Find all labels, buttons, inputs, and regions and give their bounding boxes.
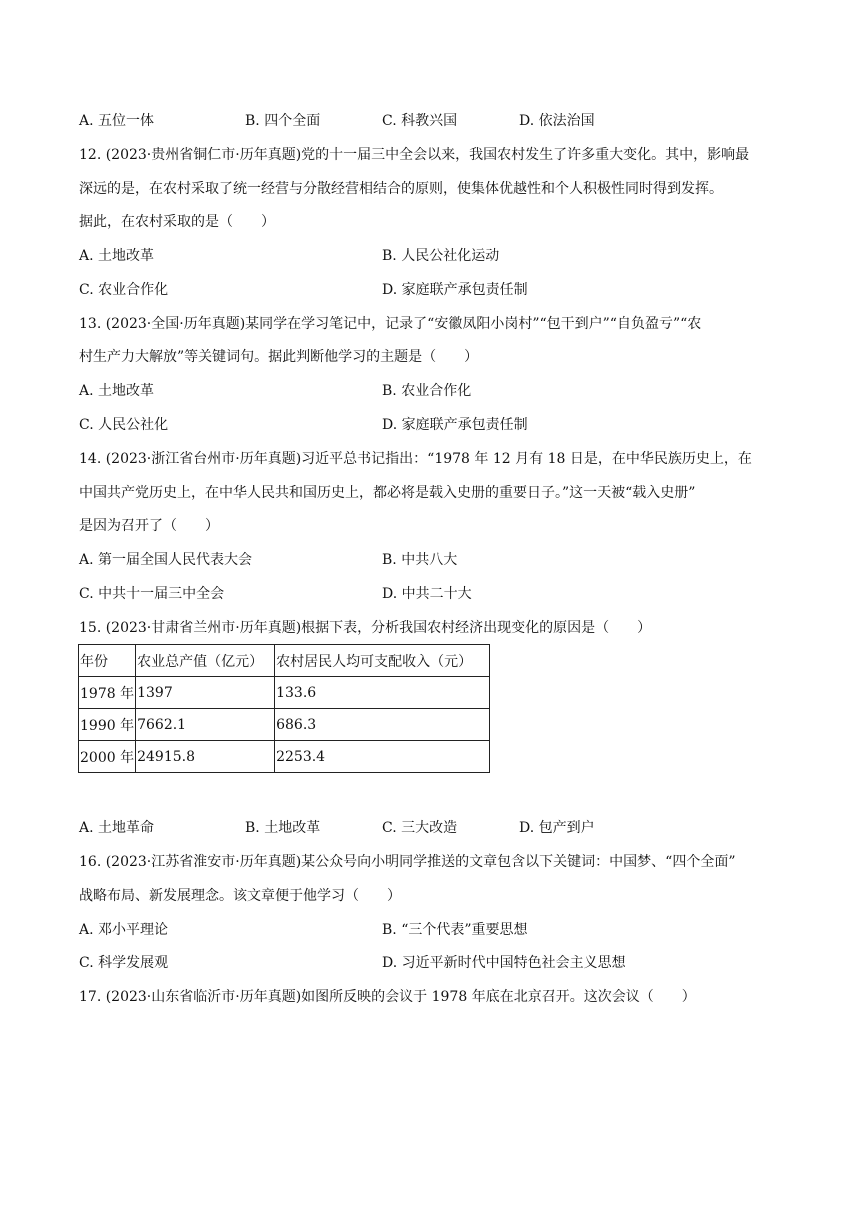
q12-stem-line-1: 12. (2023·贵州省铜仁市·历年真题)党的十一届三中全会以来，我国农村发生了许多重大变化。其中，影响最 [79, 147, 750, 163]
table-cell: 24915.8 [136, 741, 275, 773]
q14-option-c: C. 中共十一届三中全会 [79, 586, 225, 602]
q11-option-a: A. 五位一体 [79, 113, 155, 129]
q13-stem-line-1: 13. (2023·全国·历年真题)某同学在学习笔记中，记录了“安徽凤阳小岗村”“包干到户”“自负盈亏”“农 [79, 316, 702, 332]
q16-option-c: C. 科学发展观 [79, 955, 169, 971]
q15-data-table [78, 644, 490, 773]
table-header-cell: 年份 [79, 645, 136, 677]
q13-stem-line-2: 村生产力大解放”等关键词句。据此判断他学习的主题是（ ） [79, 349, 479, 365]
q11-option-b: B. 四个全面 [245, 113, 321, 129]
q15-option-a: A. 土地革命 [79, 820, 155, 836]
table-header-row [79, 645, 490, 677]
q14-stem-line-1: 14. (2023·浙江省台州市·历年真题)习近平总书记指出：“1978 年 12 月有 18 日是，在中华民族历史上，在 [79, 451, 752, 467]
q12-option-c: C. 农业合作化 [79, 282, 169, 298]
table-cell: 686.3 [275, 709, 490, 741]
q13-option-d: D. 家庭联产承包责任制 [382, 417, 528, 433]
q15-option-b: B. 土地改革 [245, 820, 321, 836]
q12-stem-line-3: 据此，在农村采取的是（ ） [79, 214, 275, 230]
q16-option-a: A. 邓小平理论 [79, 922, 169, 938]
q12-option-a: A. 土地改革 [79, 248, 155, 264]
q16-option-d: D. 习近平新时代中国特色社会主义思想 [382, 955, 626, 971]
q17-stem-line-1: 17. (2023·山东省临沂市·历年真题)如图所反映的会议于 1978 年底在北京召开。这次会议（ ） [79, 989, 696, 1005]
q15-option-c: C. 三大改造 [382, 820, 458, 836]
q13-option-a: A. 土地改革 [79, 383, 155, 399]
q11-option-d: D. 依法治国 [519, 113, 595, 129]
q14-option-a: A. 第一届全国人民代表大会 [79, 552, 253, 568]
q14-option-d: D. 中共二十大 [382, 586, 472, 602]
table-header-cell: 农村居民人均可支配收入（元） [275, 645, 490, 677]
q14-stem-line-2: 中国共产党历史上，在中华人民共和国历史上，都必将是载入史册的重要日子。”这一天被“载入史册” [79, 485, 696, 501]
q15-option-d: D. 包产到户 [519, 820, 595, 836]
table-cell: 7662.1 [136, 709, 275, 741]
table-cell: 1990 年 [79, 709, 136, 741]
q15-stem-line-1: 15. (2023·甘肃省兰州市·历年真题)根据下表，分析我国农村经济出现变化的原因是（ ） [79, 620, 652, 636]
q16-stem-line-1: 16. (2023·江苏省淮安市·历年真题)某公众号向小明同学推送的文章包含以下关键词：中国梦、“四个全面” [79, 854, 736, 870]
q16-option-b: B. “三个代表”重要思想 [382, 922, 528, 938]
table-cell: 1397 [136, 677, 275, 709]
q14-stem-line-3: 是因为召开了（ ） [79, 518, 219, 534]
q12-option-d: D. 家庭联产承包责任制 [382, 282, 528, 298]
q13-option-b: B. 农业合作化 [382, 383, 472, 399]
q12-stem-line-2: 深远的是，在农村采取了统一经营与分散经营相结合的原则，使集体优越性和个人积极性同时得到发挥。 [79, 181, 723, 197]
q12-option-b: B. 人民公社化运动 [382, 248, 500, 264]
q13-option-c: C. 人民公社化 [79, 417, 169, 433]
q16-stem-line-2: 战略布局、新发展理念。该文章便于他学习（ ） [79, 888, 401, 904]
table-cell: 1978 年 [79, 677, 136, 709]
q11-option-c: C. 科教兴国 [382, 113, 458, 129]
table-cell: 2253.4 [275, 741, 490, 773]
table-cell: 133.6 [275, 677, 490, 709]
table-row [79, 677, 490, 709]
table-row [79, 741, 490, 773]
table-cell: 2000 年 [79, 741, 136, 773]
q14-option-b: B. 中共八大 [382, 552, 458, 568]
table-header-cell: 农业总产值（亿元） [136, 645, 275, 677]
table-row [79, 709, 490, 741]
